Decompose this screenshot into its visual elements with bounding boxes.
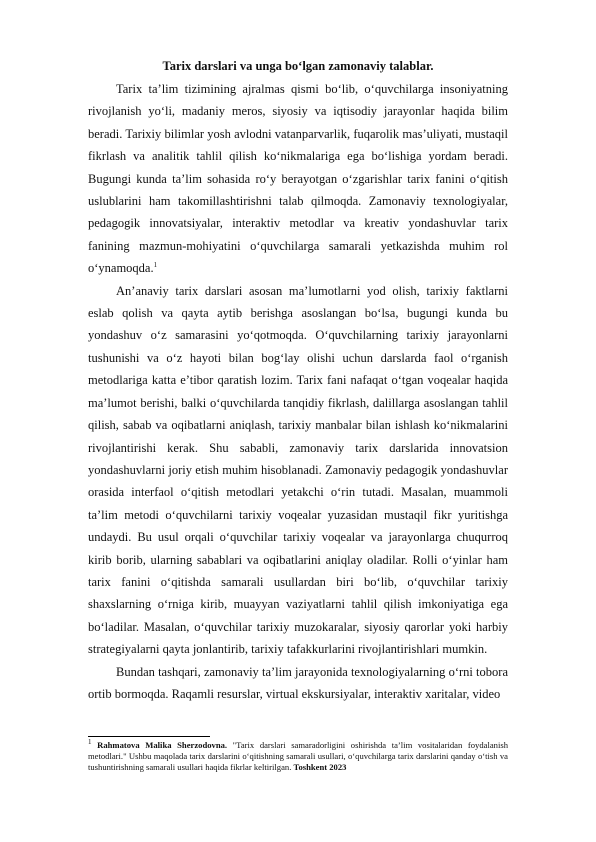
footnote — [88, 740, 508, 773]
footnote-number: 1 — [88, 738, 92, 747]
article-title: Tarix darslari va unga bo‘lgan zamonaviy talablar. — [162, 59, 434, 73]
footnote-place-year: Toshkent 2023 — [293, 762, 347, 772]
paragraph-1 — [88, 78, 508, 280]
paragraph-2: An’anaviy tarix darslari asosan ma’lumotlarni yod olish, tarixiy faktlarni eslab qolish va qayta aytib berishga asoslangan bo‘lsa, bugungi kunda bu yondashuv o‘z samarasini yo‘qotmoqda. O‘quvchilarning tarixiy jarayonlarni tushunishi va o‘z hayoti bilan bog‘lay olishi uchun darslarda faol o‘rganish metodlariga katta e’tibor qaratish lozim. Tarix fani nafaqat o‘tgan voqealar haqida ma’lumot berishi, balki o‘quvchilarda tanqidiy fikrlash, dalillarga asoslangan tahlil qilish, sabab va oqibatlarni aniqlash, tarixiy manbalar bilan ishlash ko‘nikmalarini rivojlantirishi kerak. Shu sababli, zamonaviy tarix darslarida innovatsion yondashuvlarni joriy etish muhim hisoblanadi. Zamonaviy pedagogik yondashuvlar orasida interfaol o‘qitish metodlari yetakchi o‘rin tutadi. Masalan, muammoli ta’lim metodi o‘quvchilarni tarixiy voqealar yuzasidan mustaqil fikr yuritishga undaydi. Bu usul orqali o‘quvchilar tarixiy voqealar va jarayonlarga chuqurroq kirib borib, ularning sabablari va oqibatlarini aniqlay oladilar. Rolli o‘yinlar ham tarix fanini o‘qitishda samarali usullardan biri bo‘lib, o‘quvchilar tarixiy shaxslarning o‘rniga kirib, muayyan vaziyatlarni tahlil qilish imkoniyatiga ega bo‘ladilar. Masalan, o‘quvchilar tarixiy muzokaralar, siyosiy qarorlar yoki harbiy strategiyalarni qayta jonlantirib, tarixiy tafakkurlarini rivojlantirishlari mumkin. — [88, 283, 508, 657]
footnote-reference[interactable]: 1 — [153, 261, 158, 270]
document-body — [88, 57, 508, 705]
paragraph-3: Bundan tashqari, zamonaviy ta’lim jarayonida texnologiyalarning o‘rni tobora ortib bormoqda. Raqamli resurslar, virtual ekskursiyalar, interaktiv xaritalar, video — [88, 664, 508, 701]
footnote-author: Rahmatova Malika Sherzodovna. — [97, 740, 228, 750]
footnote-divider — [88, 736, 210, 737]
footnote-text: "Tarix darslari samaradorligini oshirishda ta’lim vositalaridan foydalanish metodlari." Ushbu maqolada tarix darslarini o‘qitishning samarali usullari, o‘quvchilarga tarix darslarini qanday o‘tish va tushuntirishning samarali usullari haqida fikrlar keltirilgan. — [88, 740, 508, 772]
paragraph-1-text: Tarix ta’lim tizimining ajralmas qismi bo‘lib, o‘quvchilarga insoniyatning rivojlanish yo‘li, madaniy meros, siyosiy va iqtisodiy jarayonlar haqida bilim beradi. Tarixiy bilimlar yosh avlodni vatanparvarlik, fuqarolik mas’uliyati, mustaqil fikrlash va analitik tahlil qilish ko‘nikmalariga ega bo‘lishiga yordam beradi. Bugungi kunda ta’lim sohasida ro‘y berayotgan o‘zgarishlar tarix fanini o‘qitish uslublarini ham takomillashtirishni talab qilmoqda. Zamonaviy texnologiyalar, pedagogik innovatsiyalar, interaktiv metodlar va kreativ yondashuvlar tarix fanining mazmun-mohiyatini o‘quvchilarga samarali yetkazishda muhim rol o‘ynamoqda. — [88, 82, 508, 276]
